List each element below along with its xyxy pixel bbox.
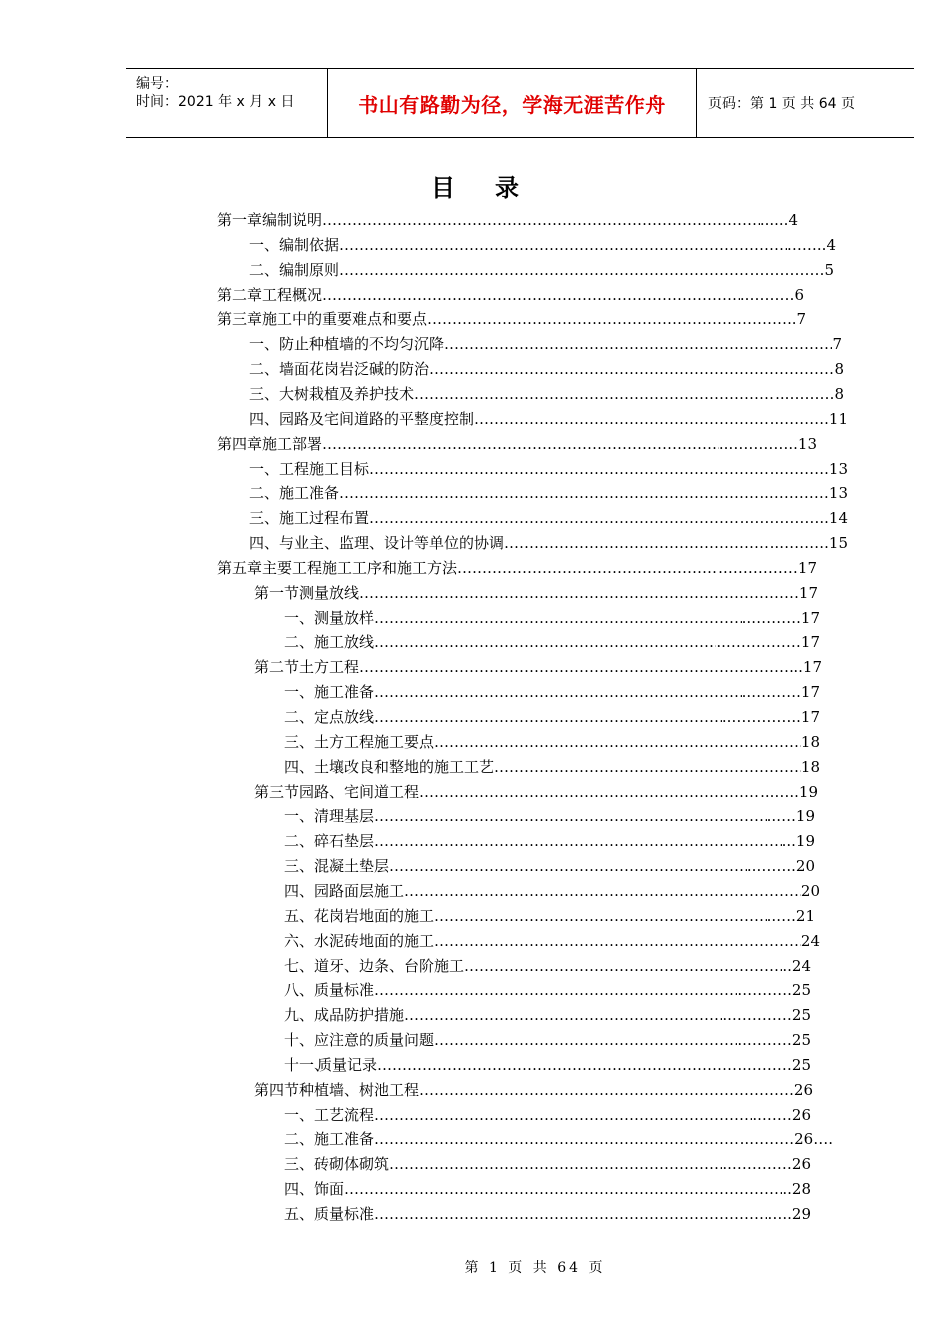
toc-entry-label: 墙面花岗岩泛碱的防治 [279, 360, 430, 378]
toc-entry[interactable] [249, 382, 844, 407]
toc-entry-label: 砖砌体砌筑 [314, 1155, 390, 1173]
toc-entry-label: 园路及宅间道路的平整度控制 [279, 410, 475, 428]
toc-entry[interactable] [284, 904, 815, 929]
toc-entry[interactable] [284, 1152, 811, 1177]
toc-entry[interactable] [284, 680, 820, 705]
toc-leader-dots [404, 1003, 722, 1028]
toc-entry-label: 施工部署 [262, 435, 323, 453]
toc-entry-label: 工程概况 [262, 286, 323, 304]
toc-entry[interactable] [284, 730, 820, 755]
toc-entry-page: …..29 [767, 1205, 811, 1223]
toc-entry-page: .……………17 [718, 559, 817, 577]
toc-entry-number: 二、 [284, 633, 315, 651]
toc-entry-page: .17 [794, 584, 818, 602]
toc-entry[interactable] [284, 1103, 811, 1128]
toc-entry[interactable] [217, 307, 806, 332]
toc-entry-label: 花岗岩地面的施工 [314, 907, 435, 925]
toc-entry-page: ..…………..13 [718, 435, 817, 453]
toc-leader-dots [457, 556, 718, 581]
toc-entry-number: 第二节 [254, 658, 300, 676]
toc-entry-page: ..28 [782, 1180, 811, 1198]
toc-entry[interactable] [217, 208, 798, 233]
toc-entry[interactable] [284, 606, 820, 631]
toc-entry-number: 第一章 [217, 211, 263, 229]
toc-entry[interactable] [254, 780, 818, 805]
toc-entry-label: 种植墙、树池工程 [299, 1081, 420, 1099]
toc-entry-number: 九、 [284, 1006, 315, 1024]
toc-entry-page: ..…………25 [722, 1006, 811, 1024]
toc-leader-dots [429, 357, 834, 382]
toc-entry-label: 碎石垫层 [314, 832, 375, 850]
toc-entry-page: ..……….11 [769, 410, 848, 428]
toc-leader-dots [359, 655, 793, 680]
toc-entry[interactable] [284, 954, 811, 979]
toc-entry-number: 六、 [284, 932, 315, 950]
toc-entry-page: ..……………17 [716, 633, 820, 651]
toc-entry[interactable] [217, 432, 817, 457]
toc-entry-number: 八、 [284, 981, 315, 999]
toc-entry[interactable] [284, 804, 815, 829]
toc-leader-dots [377, 1053, 737, 1078]
header-motto: 书山有路勤为径，学海无涯苦作舟 [358, 92, 666, 117]
toc-entry-label: 清理基层 [314, 807, 375, 825]
toc-entry[interactable] [284, 1003, 811, 1028]
toc-entry-number: 一、 [284, 609, 315, 627]
toc-leader-dots [374, 829, 782, 854]
toc-entry-page: ......4 [759, 211, 798, 229]
toc-leader-dots [389, 854, 747, 879]
toc-leader-dots [369, 457, 770, 482]
toc-leader-dots [344, 1177, 782, 1202]
toc-entry-page: ..……26 [752, 1106, 811, 1124]
toc-entry-number: 一、 [284, 1106, 315, 1124]
toc-leader-dots [374, 1127, 740, 1152]
toc-entry-page: ..……….15 [769, 534, 848, 552]
toc-entry[interactable] [284, 1177, 811, 1202]
header-page-cell [697, 69, 914, 137]
toc-leader-dots [434, 929, 801, 954]
toc-entry-label: 施工准备 [314, 1130, 375, 1148]
toc-entry-page: 18 [800, 733, 820, 751]
toc-entry-label: 质量标准 [314, 1205, 375, 1223]
toc-entry-label: 土壤改良和整地的施工工艺 [314, 758, 495, 776]
toc-entry[interactable] [217, 556, 817, 581]
toc-entry[interactable] [284, 1053, 811, 1078]
toc-entry-label: 与业主、监理、设计等单位的协调 [279, 534, 505, 552]
toc-entry-page: ..……….13 [769, 460, 848, 478]
document-time-label: 时间：2021 年 x 月 x 日 [136, 94, 295, 110]
toc-entry[interactable] [284, 755, 820, 780]
toc-entry[interactable] [284, 929, 820, 954]
toc-entry-label: 施工中的重要难点和要点 [262, 310, 428, 328]
toc-entry[interactable] [284, 705, 820, 730]
toc-entry-label: 饰面 [314, 1180, 345, 1198]
toc-entry-number: 一、 [249, 335, 280, 353]
toc-leader-dots [414, 382, 775, 407]
toc-entry-label: 园路面层施工 [314, 882, 405, 900]
toc-entry-page: .……………..14 [739, 509, 848, 527]
toc-entry-label: 工艺流程 [314, 1106, 375, 1124]
toc-entry-number: 四、 [249, 410, 280, 428]
toc-entry-label: 质量记录 [317, 1056, 378, 1074]
toc-leader-dots [322, 432, 719, 457]
toc-entry-number: 十、 [284, 1031, 315, 1049]
toc-entry-number: 二、 [249, 484, 280, 502]
toc-entry-page: ……..4 [786, 236, 836, 254]
toc-entry-page: ..17 [793, 658, 822, 676]
toc-leader-dots [374, 606, 742, 631]
toc-entry[interactable] [249, 258, 834, 283]
toc-entry-number: 四、 [284, 1180, 315, 1198]
toc-entry-page: ..………6 [739, 286, 804, 304]
toc-entry-number: 一、 [249, 236, 280, 254]
toc-leader-dots [419, 780, 760, 805]
toc-entry-label: 质量标准 [314, 981, 375, 999]
toc-entry-label: 土方工程 [299, 658, 360, 676]
toc-entry-page: ..24 [782, 957, 811, 975]
toc-entry-number: 三、 [284, 733, 315, 751]
toc-entry-number: 二、 [249, 261, 280, 279]
toc-entry-number: 第四章 [217, 435, 263, 453]
toc-entry-number: 第四节 [254, 1081, 300, 1099]
toc-entry-number: 第二章 [217, 286, 263, 304]
toc-entry-number: 三、 [284, 1155, 315, 1173]
toc-leader-dots [322, 208, 760, 233]
toc-leader-dots [374, 978, 737, 1003]
toc-entry[interactable] [284, 1028, 811, 1053]
toc-leader-dots [339, 233, 787, 258]
toc-leader-dots [464, 954, 782, 979]
toc-entry-page: ..…………26 [722, 1155, 811, 1173]
toc-leader-dots [504, 531, 770, 556]
header-motto-cell [328, 69, 697, 137]
toc-entry-number: 二、 [284, 832, 315, 850]
toc-leader-dots [427, 307, 792, 332]
toc-entry[interactable] [284, 630, 820, 655]
toc-entry-label: 编制说明 [262, 211, 323, 229]
toc-entry-label: 施工过程布置 [279, 509, 370, 527]
toc-leader-dots [374, 680, 742, 705]
toc-leader-dots [419, 1078, 794, 1103]
toc-entry-label: 主要工程施工工序和施工方法 [262, 559, 458, 577]
toc-entry-label: 园路、宅间道工程 [299, 783, 420, 801]
toc-entry-page: ..………25 [737, 1056, 811, 1074]
toc-entry[interactable] [284, 879, 820, 904]
toc-leader-dots [374, 1103, 752, 1128]
toc-entry-page: ...…..19 [760, 783, 818, 801]
toc-leader-dots [374, 705, 722, 730]
toc-entry-page: 24 [800, 932, 820, 950]
toc-entry-page: ..….19 [766, 807, 815, 825]
toc-leader-dots [434, 1028, 737, 1053]
toc-entry-label: 土方工程施工要点 [314, 733, 435, 751]
page-footer: 第 1 页 共 64 页 [464, 1260, 606, 1276]
toc-entry[interactable] [284, 854, 815, 879]
toc-entry-page: ..…………13 [759, 484, 848, 502]
toc-entry[interactable] [249, 531, 848, 556]
toc-entry-label: 编制依据 [279, 236, 340, 254]
toc-entry-number: 五、 [284, 907, 315, 925]
toc-entry-number: 一、 [284, 807, 315, 825]
toc-entry-page: 7 [832, 335, 842, 353]
toc-entry-page: ...………8 [775, 385, 844, 403]
toc-leader-dots [404, 879, 801, 904]
toc-leader-dots [434, 904, 767, 929]
toc-entry-number: 第三章 [217, 310, 263, 328]
toc-entry-label: 编制原则 [279, 261, 340, 279]
toc-entry-number: 四、 [284, 758, 315, 776]
toc-entry-number: 第五章 [217, 559, 263, 577]
toc-entry-label: 水泥砖地面的施工 [314, 932, 435, 950]
toc-leader-dots [494, 755, 801, 780]
toc-leader-dots [322, 283, 740, 308]
toc-entry[interactable] [254, 581, 818, 606]
toc-entry-number: 第三节 [254, 783, 300, 801]
toc-leader-dots [359, 581, 794, 606]
toc-entry-label: 应注意的质量问题 [314, 1031, 435, 1049]
toc-entry-number: 一、 [284, 683, 315, 701]
toc-entry[interactable] [284, 1202, 811, 1227]
toc-leader-dots [339, 258, 749, 283]
toc-entry-label: 施工准备 [279, 484, 340, 502]
toc-entry-label: 测量放线 [299, 584, 360, 602]
toc-leader-dots [444, 332, 832, 357]
toc-entry-label: 成品防护措施 [314, 1006, 405, 1024]
toc-entry[interactable] [217, 283, 804, 308]
toc-entry-label: 混凝土垫层 [314, 857, 390, 875]
toc-entry[interactable] [284, 829, 815, 854]
toc-entry-page: ..………25 [737, 1031, 811, 1049]
toc-entry-page: ..……..20 [746, 857, 815, 875]
toc-entry-number: 二、 [249, 360, 280, 378]
toc-entry-number: 三、 [249, 385, 280, 403]
toc-entry-number: 一、 [249, 460, 280, 478]
toc-entry-label: 施工放线 [314, 633, 375, 651]
toc-entry-label: 防止种植墙的不均匀沉降 [279, 335, 445, 353]
toc-entry-number: 四、 [249, 534, 280, 552]
toc-entry-number: 七、 [284, 957, 315, 975]
toc-entry-number: 三、 [284, 857, 315, 875]
toc-leader-dots [374, 630, 716, 655]
header-page-info: 页码：第 1 页 共 64 页 [708, 96, 855, 112]
toc-entry[interactable] [249, 233, 836, 258]
toc-entry-number: 十一、 [284, 1056, 330, 1074]
toc-entry-page: ……………5 [749, 261, 834, 279]
toc-entry-number: 第一节 [254, 584, 300, 602]
toc-entry-page: 18 [800, 758, 820, 776]
toc-entry[interactable] [249, 481, 848, 506]
toc-entry-number: 二、 [284, 1130, 315, 1148]
toc-leader-dots [374, 804, 767, 829]
header-meta-cell [126, 69, 328, 137]
toc-entry-number: 二、 [284, 708, 315, 726]
toc-entry-label: 道牙、边条、台阶施工 [314, 957, 465, 975]
toc-entry-label: 定点放线 [314, 708, 375, 726]
toc-entry-page: ..……….17 [741, 609, 820, 627]
toc-leader-dots [389, 1152, 722, 1177]
toc-entry-label: 工程施工目标 [279, 460, 370, 478]
toc-leader-dots [339, 481, 759, 506]
toc-entry-label: 测量放样 [314, 609, 375, 627]
toc-entry[interactable] [249, 407, 848, 432]
toc-leader-dots [434, 730, 801, 755]
toc-entry-page: .……….25 [737, 981, 811, 999]
toc-leader-dots [474, 407, 770, 432]
page-header [126, 68, 914, 138]
toc-entry-number: 五、 [284, 1205, 315, 1223]
toc-entry-number: 四、 [284, 882, 315, 900]
toc-entry[interactable] [249, 457, 848, 482]
toc-entry[interactable] [249, 332, 842, 357]
toc-entry-page: 26 [793, 1081, 813, 1099]
document-number-label: 编号： [136, 76, 178, 92]
toc-entry[interactable] [284, 978, 811, 1003]
toc-entry[interactable] [249, 506, 848, 531]
toc-entry-label: 施工准备 [314, 683, 375, 701]
toc-entry[interactable] [284, 1127, 833, 1152]
toc-leader-dots [369, 506, 740, 531]
toc-entry-page: .7 [791, 310, 806, 328]
toc-entry-number: 三、 [249, 509, 280, 527]
toc-entry-label: 大树栽植及养护技术 [279, 385, 415, 403]
toc-entry-page: ..…………..17 [721, 708, 820, 726]
toc-entry-page: 20 [800, 882, 820, 900]
toc-title: 目录 [431, 174, 559, 202]
toc-entry[interactable] [249, 357, 844, 382]
toc-entry-page: ..………26…. [739, 1130, 833, 1148]
toc-entry-page: ..….21 [766, 907, 815, 925]
toc-entry[interactable] [254, 1078, 813, 1103]
toc-entry-page: 8 [834, 360, 844, 378]
toc-entry[interactable] [254, 655, 822, 680]
toc-entry-page: ...19 [781, 832, 815, 850]
toc-entry-page: ..……….17 [741, 683, 820, 701]
toc-leader-dots [374, 1202, 767, 1227]
